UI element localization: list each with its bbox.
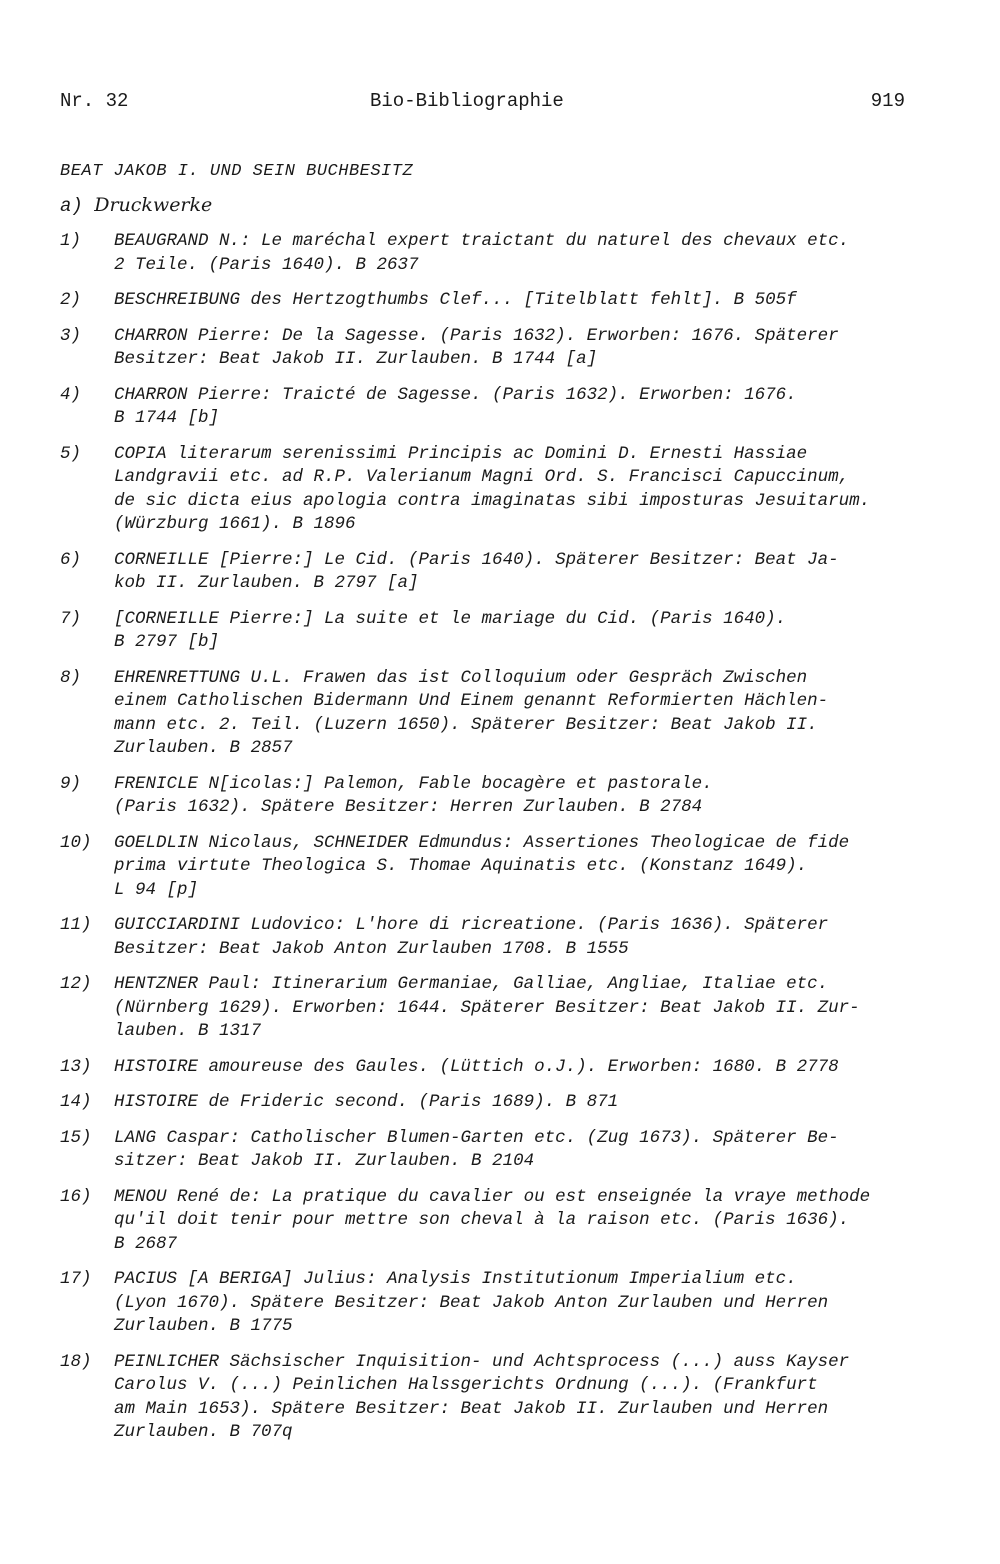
entry-text: GUICCIARDINI Ludovico: L'hore di ricreatione. (Paris 1636). Späterer Besitzer: Beat Jakob Anton Zurlauben 1708. B 1555	[114, 915, 829, 959]
bibliography-entry	[60, 1091, 920, 1115]
entry-text: PEINLICHER Sächsischer Inquisition- und Achtsprocess (...) auss Kayser Carolus V. (...) Peinlichen Halssgerichts Ordnung (...). (Frankfurt am Main 1653). Spätere Besitzer: Beat Jakob II. Zurlauben und Herren Zurlauben. B 707q	[114, 1351, 850, 1442]
entry-number: 14)	[60, 1092, 92, 1112]
bibliography-entry	[60, 549, 920, 596]
entry-text: HISTOIRE amoureuse des Gaules. (Lüttich o.J.). Erworben: 1680. B 2778	[114, 1056, 839, 1077]
entry-text: FRENICLE N[icolas:] Palemon, Fable bocagère et pastorale. (Paris 1632). Spätere Besitzer: Herren Zurlauben. B 2784	[114, 773, 713, 817]
running-title: Bio-Bibliographie	[370, 90, 564, 112]
entry-number: 6)	[60, 549, 82, 570]
subsection-title: Druckwerke	[94, 194, 213, 216]
entry-text: CHARRON Pierre: De la Sagesse. (Paris 1632). Erworben: 1676. Späterer Besitzer: Beat Jakob II. Zurlauben. B 1744 [a]	[114, 325, 839, 369]
bibliography-entry	[60, 1351, 920, 1445]
entry-number: 10)	[60, 832, 92, 853]
bibliography-entry	[60, 667, 920, 761]
entry-number: 3)	[60, 325, 82, 346]
bibliography-entry	[60, 289, 920, 313]
bibliography-list	[60, 230, 920, 1457]
entry-text: PACIUS [A BERIGA] Julius: Analysis Institutionum Imperialium etc. (Lyon 1670). Spätere Besitzer: Beat Jakob Anton Zurlauben und Herren Zurlauben. B 1775	[114, 1269, 829, 1336]
entry-text: EHRENRETTUNG U.L. Frawen das ist Colloquium oder Gespräch Zwischen einem Catholischen Bidermann Und Einem genannt Reformierten Hächlen- mann etc. 2. Teil. (Luzern 1650). Späterer Besitzer: Beat Jakob II. Zurlauben. B 2857	[114, 667, 829, 758]
entry-number: 1)	[60, 231, 82, 251]
page-number: 919	[870, 90, 905, 112]
entry-number: 4)	[60, 384, 82, 405]
entry-text: LANG Caspar: Catholischer Blumen-Garten etc. (Zug 1673). Späterer Be- sitzer: Beat Jakob II. Zurlauben. B 2104	[114, 1127, 839, 1171]
entry-number: 2)	[60, 290, 82, 310]
entry-number: 8)	[60, 667, 82, 688]
bibliography-entry	[60, 773, 920, 820]
subsection-letter: a)	[60, 195, 83, 217]
entry-number: 16)	[60, 1186, 92, 1207]
bibliography-entry	[60, 230, 920, 277]
entry-text: COPIA literarum serenissimi Principis ac Domini D. Ernesti Hassiae Landgravii etc. ad R.P. Valerianum Magni Ord. S. Francisci Capuccinum, de sic dicta eius apologia contra imaginatas sibi imposturas Jesuitarum. (Würzburg 1661). B 1896	[114, 443, 871, 534]
bibliography-entry	[60, 325, 920, 372]
entry-text: BEAUGRAND N.: Le maréchal expert traictant du naturel des chevaux etc. 2 Teile. (Paris 1640). B 2637	[114, 231, 850, 275]
entry-text: CHARRON Pierre: Traicté de Sagesse. (Paris 1632). Erworben: 1676. B 1744 [b]	[114, 384, 797, 428]
entry-text: HENTZNER Paul: Itinerarium Germaniae, Galliae, Angliae, Italiae etc. (Nürnberg 1629). Erworben: 1644. Späterer Besitzer: Beat Jakob II. Zur- lauben. B 1317	[114, 974, 860, 1041]
entry-text: BESCHREIBUNG des Hertzogthumbs Clef... [Titelblatt fehlt]. B 505f	[114, 290, 797, 310]
entry-text: HISTOIRE de Frideric second. (Paris 1689). B 871	[114, 1092, 619, 1112]
bibliography-entry	[60, 384, 920, 431]
entry-text: GOELDLIN Nicolaus, SCHNEIDER Edmundus: Assertiones Theologicae de fide prima virtute Theologica S. Thomae Aquinatis etc. (Konstanz 1649). L 94 [p]	[114, 832, 850, 900]
entry-number: 12)	[60, 974, 92, 994]
issue-number: Nr. 32	[60, 90, 129, 112]
bibliography-entry	[60, 832, 920, 903]
bibliography-entry	[60, 1268, 920, 1339]
entry-number: 11)	[60, 915, 92, 935]
entry-number: 15)	[60, 1127, 92, 1148]
entry-text: [CORNEILLE Pierre:] La suite et le mariage du Cid. (Paris 1640). B 2797 [b]	[114, 608, 787, 652]
bibliography-entry	[60, 608, 920, 655]
subsection-heading	[60, 194, 212, 217]
entry-text: CORNEILLE [Pierre:] Le Cid. (Paris 1640). Späterer Besitzer: Beat Ja- kob II. Zurlauben. B 2797 [a]	[114, 549, 839, 593]
bibliography-entry	[60, 973, 920, 1044]
section-title: BEAT JAKOB I. UND SEIN BUCHBESITZ	[60, 162, 414, 181]
bibliography-entry	[60, 1056, 920, 1080]
entry-number: 17)	[60, 1269, 92, 1289]
entry-number: 18)	[60, 1351, 92, 1372]
entry-text: MENOU René de: La pratique du cavalier ou est enseignée la vraye methode qu'il doit tenir pour mettre son cheval à la raison etc. (Paris 1636). B 2687	[114, 1186, 871, 1254]
entry-number: 13)	[60, 1056, 92, 1077]
bibliography-entry	[60, 443, 920, 537]
bibliography-entry	[60, 1186, 920, 1257]
bibliography-entry	[60, 914, 920, 961]
page-header	[60, 90, 905, 118]
entry-number: 7)	[60, 608, 82, 629]
entry-number: 5)	[60, 443, 82, 464]
entry-number: 9)	[60, 773, 82, 794]
bibliography-entry	[60, 1127, 920, 1174]
